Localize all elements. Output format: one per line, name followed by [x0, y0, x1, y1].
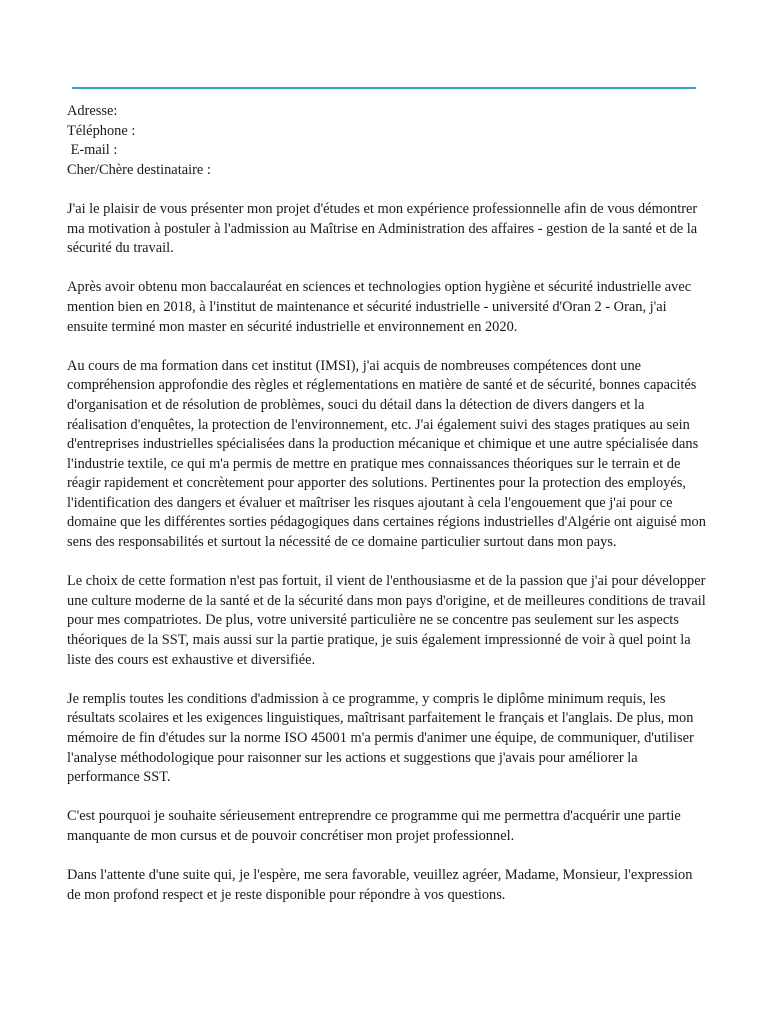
- address-line: Adresse:: [67, 103, 118, 119]
- letter-body: [67, 102, 707, 905]
- paragraph-goal: C'est pourquoi je souhaite sérieusement entreprendre ce programme qui me permettra d'acquérir une partie manquante de mon cursus et de pouvoir concrétiser mon projet professionnel.: [67, 808, 681, 844]
- paragraph-education: Après avoir obtenu mon baccalauréat en sciences et technologies option hygiène et sécurité industrielle avec mention bien en 2018, à l'institut de maintenance et sécurité industrielle - université d'Oran 2 - Oran, j'ai ensuite terminé mon master en sécurité industrielle et environnement en 2020.: [67, 279, 692, 335]
- phone-line: Téléphone :: [67, 122, 136, 139]
- header-divider: [72, 87, 696, 89]
- paragraph-skills: Au cours de ma formation dans cet institut (IMSI), j'ai acquis de nombreuses compétences dont une compréhension approfondie des règles et réglementations en matière de santé et de sécurité, bonnes capacités d'organisation et de résolution de problèmes, souci du détail dans la détection de divers dangers et la réalisation d'enquêtes, la protection de l'environnement, etc. J'ai également suivi des stages pratiques au sein d'entreprises industrielles spécialisées dans la production mécanique et chimique et une autre spécialisée dans l'industrie textile, ce qui m'a permis de mettre en pratique mes connaissances théoriques sur le terrain et de réagir rapidement et concrètement pour apporter des solutions. Pertinentes pour la protection des employés, l'identification des dangers et évaluer et maîtriser les risques ajoutant à cela l'engouement que j'ai pour ce domaine que les différentes sorties pédagogiques dans certaines régions industrielles d'Algérie ont aiguisé mon sens des responsabilités et surtout la nécessité de ce domaine particulier surtout dans mon pays.: [67, 357, 706, 551]
- paragraph-requirements: Je remplis toutes les conditions d'admission à ce programme, y compris le diplôme minimum requis, les résultats scolaires et les exigences linguistiques, maîtrisant parfaitement le français et l'anglais. De plus, mon mémoire de fin d'études sur la norme ISO 45001 m'a permis d'animer une équipe, de communiquer, d'utiliser l'analyse méthodologique pour raisonner sur les actions et suggestions que j'avais pour améliorer la performance SST.: [67, 690, 694, 786]
- paragraph-intro: J'ai le plaisir de vous présenter mon projet d'études et mon expérience professionnelle afin de vous démontrer ma motivation à postuler à l'admission au Maîtrise en Administration des affaires - gestion de la santé et de la sécurité du travail.: [67, 200, 698, 257]
- paragraph-motivation: Le choix de cette formation n'est pas fortuit, il vient de l'enthousiasme et de la passion que j'ai pour développer une culture moderne de la santé et de la sécurité dans mon pays d'origine, et de meilleures conditions de travail pour mes compatriotes. De plus, votre université particulière ne se concentre pas seulement sur les aspects théoriques de la SST, mais aussi sur la partie pratique, je suis également impressionné de voir à quel point la liste des cours est exhaustive et diversifiée.: [67, 573, 706, 668]
- paragraph-closing: Dans l'attente d'une suite qui, je l'espère, me sera favorable, veuillez agréer, Madame, Monsieur, l'expression de mon profond respect et je reste disponible pour répondre à vos questions.: [67, 867, 693, 903]
- salutation-line: Cher/Chère destinataire :: [67, 161, 211, 178]
- email-line: E-mail :: [67, 142, 118, 159]
